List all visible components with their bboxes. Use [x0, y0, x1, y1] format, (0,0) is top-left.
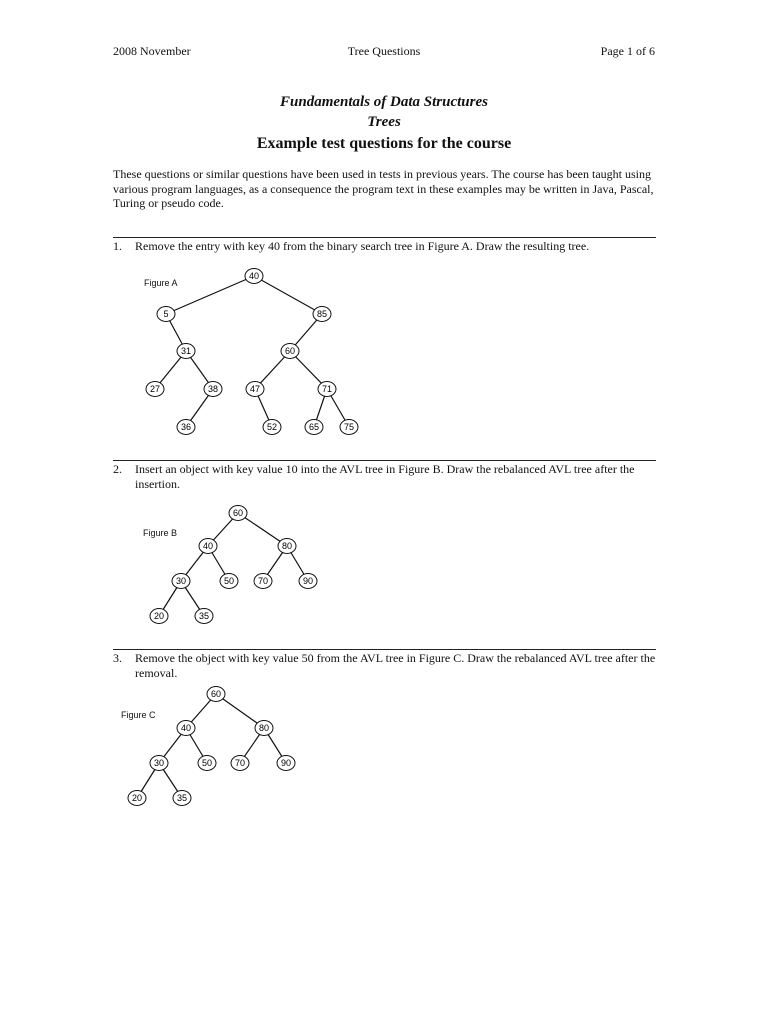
svg-text:70: 70: [257, 576, 269, 586]
svg-text:90: 90: [302, 576, 314, 586]
question-3-divider: [113, 649, 656, 650]
tree-node: [204, 382, 222, 397]
figure-a-tree: [100, 262, 400, 444]
svg-text:20: 20: [153, 611, 165, 621]
svg-text:20: 20: [131, 793, 143, 803]
svg-text:80: 80: [281, 541, 293, 551]
svg-text:71: 71: [321, 384, 333, 394]
tree-node: [220, 574, 238, 589]
tree-node: [146, 382, 164, 397]
tree-node: [173, 791, 191, 806]
header-title: Tree Questions: [347, 44, 421, 58]
tree-node: [150, 609, 168, 624]
svg-text:60: 60: [210, 689, 222, 699]
tree-node: [277, 756, 295, 771]
svg-text:40: 40: [180, 723, 192, 733]
question-1-number: 1.: [113, 239, 122, 253]
tree-node: [229, 506, 247, 521]
svg-text:30: 30: [175, 576, 187, 586]
svg-text:52: 52: [266, 422, 278, 432]
svg-text:50: 50: [201, 758, 213, 768]
tree-node: [195, 609, 213, 624]
tree-node: [172, 574, 190, 589]
svg-text:80: 80: [258, 723, 270, 733]
svg-text:50: 50: [223, 576, 235, 586]
topic-title: Trees: [367, 114, 401, 130]
svg-text:60: 60: [284, 346, 296, 356]
svg-text:38: 38: [207, 384, 219, 394]
tree-node: [281, 344, 299, 359]
question-3-text: Remove the object with key value 50 from the AVL tree in Figure C. Draw the rebalanced AVL tree after the removal.: [135, 651, 656, 680]
tree-node: [231, 756, 249, 771]
question-2: [113, 462, 658, 491]
svg-text:35: 35: [198, 611, 210, 621]
svg-text:85: 85: [316, 309, 328, 319]
figure-b-tree: [100, 500, 360, 630]
svg-text:35: 35: [176, 793, 188, 803]
tree-node: [246, 382, 264, 397]
tree-node: [278, 539, 296, 554]
tree-node: [207, 687, 225, 702]
svg-text:5: 5: [163, 309, 169, 319]
question-1-divider: [113, 237, 656, 238]
svg-text:40: 40: [248, 271, 260, 281]
question-3: [113, 651, 658, 680]
figure-b-label: Figure B: [143, 528, 178, 538]
intro-paragraph: These questions or similar questions have been used in tests in previous years. The course has been taught using various program languages, as a consequence the program text in these examples may be written in Java, Pascal, Turing or pseudo code.: [113, 167, 654, 210]
svg-text:31: 31: [180, 346, 192, 356]
svg-text:70: 70: [234, 758, 246, 768]
tree-node: [313, 307, 331, 322]
question-2-number: 2.: [113, 462, 122, 476]
tree-node: [299, 574, 317, 589]
tree-node: [128, 791, 146, 806]
svg-text:36: 36: [180, 422, 192, 432]
tree-node: [177, 420, 195, 435]
svg-text:27: 27: [149, 384, 161, 394]
tree-node: [263, 420, 281, 435]
svg-text:60: 60: [232, 508, 244, 518]
question-2-text: Insert an object with key value 10 into the AVL tree in Figure B. Draw the rebalanced AVL tree after the insertion.: [135, 462, 635, 491]
question-2-divider: [113, 460, 656, 461]
course-title: Fundamentals of Data Structures: [280, 94, 488, 110]
svg-text:75: 75: [343, 422, 355, 432]
tree-node: [177, 721, 195, 736]
question-1-text: Remove the entry with key 40 from the binary search tree in Figure A. Draw the resulting tree.: [135, 239, 590, 253]
document-title: Example test questions for the course: [256, 135, 512, 152]
svg-text:40: 40: [202, 541, 214, 551]
svg-text:30: 30: [153, 758, 165, 768]
tree-node: [318, 382, 336, 397]
svg-text:47: 47: [249, 384, 261, 394]
tree-node: [254, 574, 272, 589]
tree-node: [177, 344, 195, 359]
tree-node: [157, 307, 175, 322]
figure-b: [100, 500, 360, 635]
tree-node: [199, 539, 217, 554]
header-page-number: Page 1 of 6: [600, 44, 655, 58]
header-date: 2008 November: [113, 44, 191, 58]
figure-c-tree: [100, 681, 340, 811]
svg-text:90: 90: [280, 758, 292, 768]
tree-node: [198, 756, 216, 771]
figure-c: [100, 681, 340, 816]
svg-text:65: 65: [308, 422, 320, 432]
question-1: [113, 239, 658, 254]
figure-a-label: Figure A: [144, 278, 178, 288]
title-block: [0, 92, 768, 155]
tree-node: [245, 269, 263, 284]
question-3-number: 3.: [113, 651, 122, 665]
tree-node: [340, 420, 358, 435]
tree-node: [150, 756, 168, 771]
tree-node: [305, 420, 323, 435]
figure-a: [100, 262, 400, 449]
tree-node: [255, 721, 273, 736]
figure-c-label: Figure C: [121, 710, 156, 720]
